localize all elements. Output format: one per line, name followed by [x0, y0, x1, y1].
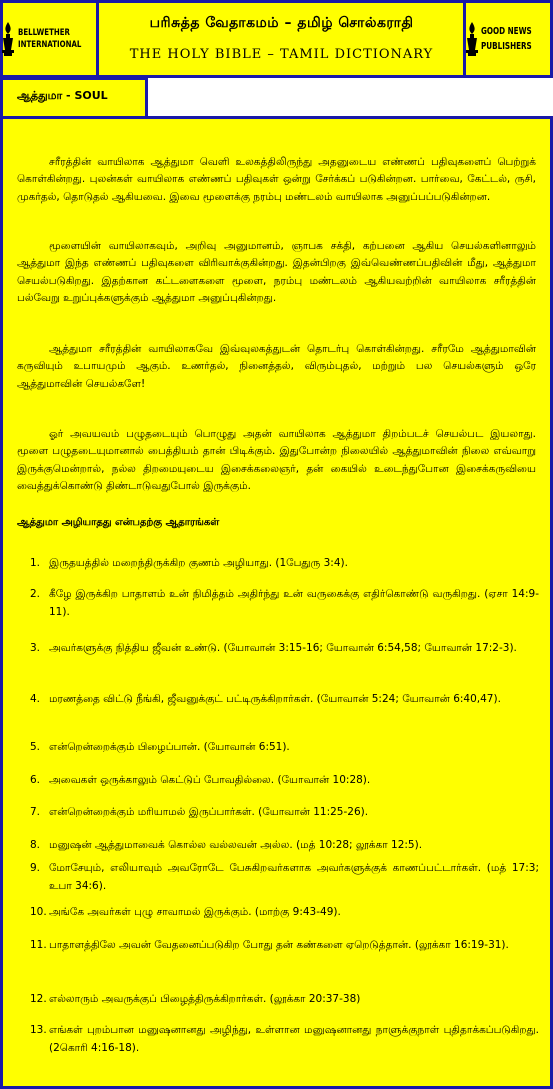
item-number: 5. — [30, 741, 41, 753]
list-item — [30, 585, 539, 621]
list-item — [30, 1021, 539, 1057]
item-text: மரணத்தை விட்டு நீங்கி, ஜீவனுக்குட் பட்டிருக்கிறார்கள். (யோவான் 5:24; யோவான் 6:40,47). — [49, 693, 501, 705]
good-news-logo — [463, 0, 553, 78]
paragraph: ஓர் அவயவம் பழுதடையும் பொழுது அதன் வாயிலாக ஆத்துமா திறம்படச் செயல்பட இயலாது. மூளை பழுதடையுமானால் பைத்தியம் தான் பிடிக்கும். இதுபோன்ற நிலையில் ஆத்துமாவின் நிலை எவ்வாறு இருக்குமென்றால், நல்ல திறமையுடைய இசைக்கலைஞர், தன் கையில் உடைந்துபோன இசைக்கருவியை வைத்துக்கொண்டு திண்டாடுவதுபோல் இருக்கும். — [17, 428, 536, 492]
item-text: பாதாளத்திலே அவன் வேதனைப்படுகிற போது தன் கண்களை ஏறெடுத்தான். (லூக்கா 16:19-31). — [49, 939, 509, 951]
item-number: 10. — [30, 906, 47, 918]
list-item — [30, 639, 539, 657]
item-text: என்றென்றைக்கும் மரியாமல் இருப்பார்கள். (யோவான் 11:25-26). — [49, 806, 369, 818]
list-item — [30, 803, 539, 821]
list-item — [30, 936, 539, 954]
item-number: 8. — [30, 839, 41, 851]
item-number: 4. — [30, 693, 41, 705]
lamp-icon — [0, 20, 16, 58]
list-item — [30, 690, 539, 708]
paragraph: மூளையின் வாயிலாகவும், அறிவு அனுமானம், ஞாபக சக்தி, கற்பனை ஆகிய செயல்களினாலும் ஆத்துமா இந்த எண்ணப் பதிவுகளை விரிவாக்குகின்றது. இதன்பிறகு இவ்வெண்ணப்பதிவின் மீது, ஆத்துமா செயல்படுகிறது. இதற்கான கட்டளைகளை மூளை, நரம்பு மண்டலம் ஆகியவற்றின் வாயிலாக சரீரத்தின் பல்வேறு உறுப்புக்களுக்கும் ஆத்துமா அனுப்புகின்றது. — [17, 240, 536, 304]
item-number: 13. — [30, 1024, 47, 1036]
item-number: 3. — [30, 642, 41, 654]
title-english: THE HOLY BIBLE – TAMIL DICTIONARY — [129, 47, 434, 62]
item-text: என்றென்றைக்கும் பிழைப்பான். (யோவான் 6:51). — [49, 741, 290, 753]
item-number: 1. — [30, 557, 41, 569]
item-number: 11. — [30, 939, 47, 951]
logo-line2: INTERNATIONAL — [17, 40, 82, 50]
item-number: 2. — [30, 588, 41, 600]
list-item — [30, 771, 539, 789]
item-text: இருதயத்தில் மறைந்திருக்கிற குணம் அழியாது. (1பேதுரு 3:4). — [49, 557, 348, 569]
list-item — [30, 903, 539, 921]
entry-word: ஆத்துமா - SOUL — [17, 89, 108, 102]
item-text: அவைகள் ஒருக்காலும் கெட்டுப் போவதில்லை. (யோவான் 10:28). — [49, 774, 371, 786]
bellwether-logo — [0, 0, 99, 78]
header-title-box — [96, 0, 467, 78]
item-text: அங்கே அவர்கள் புழு சாவாமல் இருக்கும். (மாற்கு 9:43-49). — [49, 906, 341, 918]
title-tamil: பரிசுத்த வேதாகமம் – தமிழ் சொல்கராதி — [149, 15, 414, 31]
item-number: 9. — [30, 862, 41, 874]
list-item — [30, 554, 539, 572]
item-text: கீழே இருக்கிற பாதாளம் உன் நிமித்தம் அதிர்ந்து உன் வருகைக்கு எதிர்கொண்டு வருகிறது. (ஏசா 14:9-11). — [49, 588, 539, 618]
item-text: எல்லாரும் அவருக்குப் பிழைத்திருக்கிறார்கள். (லூக்கா 20:37-38) — [49, 993, 361, 1005]
item-number: 7. — [30, 806, 41, 818]
list-item — [30, 859, 539, 895]
item-text: அவர்களுக்கு நித்திய ஜீவன் உண்டு. (யோவான் 3:15-16; யோவான் 6:54,58; யோவான் 17:2-3). — [49, 642, 517, 654]
item-number: 6. — [30, 774, 41, 786]
list-item — [30, 738, 539, 756]
item-text: மனுஷன் ஆத்துமாவைக் கொல்ல வல்லவன் அல்ல. (மத் 10:28; லூக்கா 12:5). — [49, 839, 423, 851]
logo-line2: PUBLISHERS — [480, 41, 532, 52]
logo-line1: BELLWETHER — [17, 28, 70, 38]
list-item — [30, 836, 539, 854]
list-item — [30, 990, 539, 1008]
paragraph: ஆத்துமா சரீரத்தின் வாயிலாகவே இவ்வுலகத்துடன் தொடர்பு கொள்கின்றது. சரீரமே ஆத்துமாவின் கருவியும் உபாயமும் ஆகும். உணர்தல், நினைத்தல், விரும்புதல், மற்றும் பல செயல்களும் ஒரே ஆத்துமாவின் செயல்களே! — [17, 343, 536, 390]
item-number: 12. — [30, 993, 47, 1005]
item-text: மோசேயும், எலியாவும் அவரோடே பேசுகிறவர்களாக அவர்களுக்குக் காணப்பட்டார்கள். (மத் 17:3; உபா 34:6). — [49, 862, 539, 892]
logo-line1: GOOD NEWS — [480, 26, 532, 37]
entry-word-box — [0, 77, 148, 119]
lamp-icon — [465, 20, 479, 58]
paragraph: சரீரத்தின் வாயிலாக ஆத்துமா வெளி உலகத்திலிருந்து அதனுடைய எண்ணப் பதிவுகளைப் பெற்றுக் கொள்கின்றது. புலன்கள் வாயிலாக எண்ணப் பதிவுகள் ஒன்று சேர்க்கப் படுகின்றன. பார்வை, கேட்டல், ருசி, முகர்தல், தொடுதல் ஆகியவை. இவை மூளைக்கு நரம்பு மண்டலம் வாயிலாக அனுப்பப்படுகின்றன. — [17, 156, 536, 203]
subheading: ஆத்துமா அழியாதது என்பதற்கு ஆதாரங்கள் — [17, 517, 220, 528]
item-text: எங்கள் புறம்பான மனுஷனானது அழிந்து, உள்ளான மனுஷனானது நாளுக்குநாள் புதிதாக்கப்படுகிறது. (2கொரி 4:16-18). — [49, 1024, 539, 1054]
